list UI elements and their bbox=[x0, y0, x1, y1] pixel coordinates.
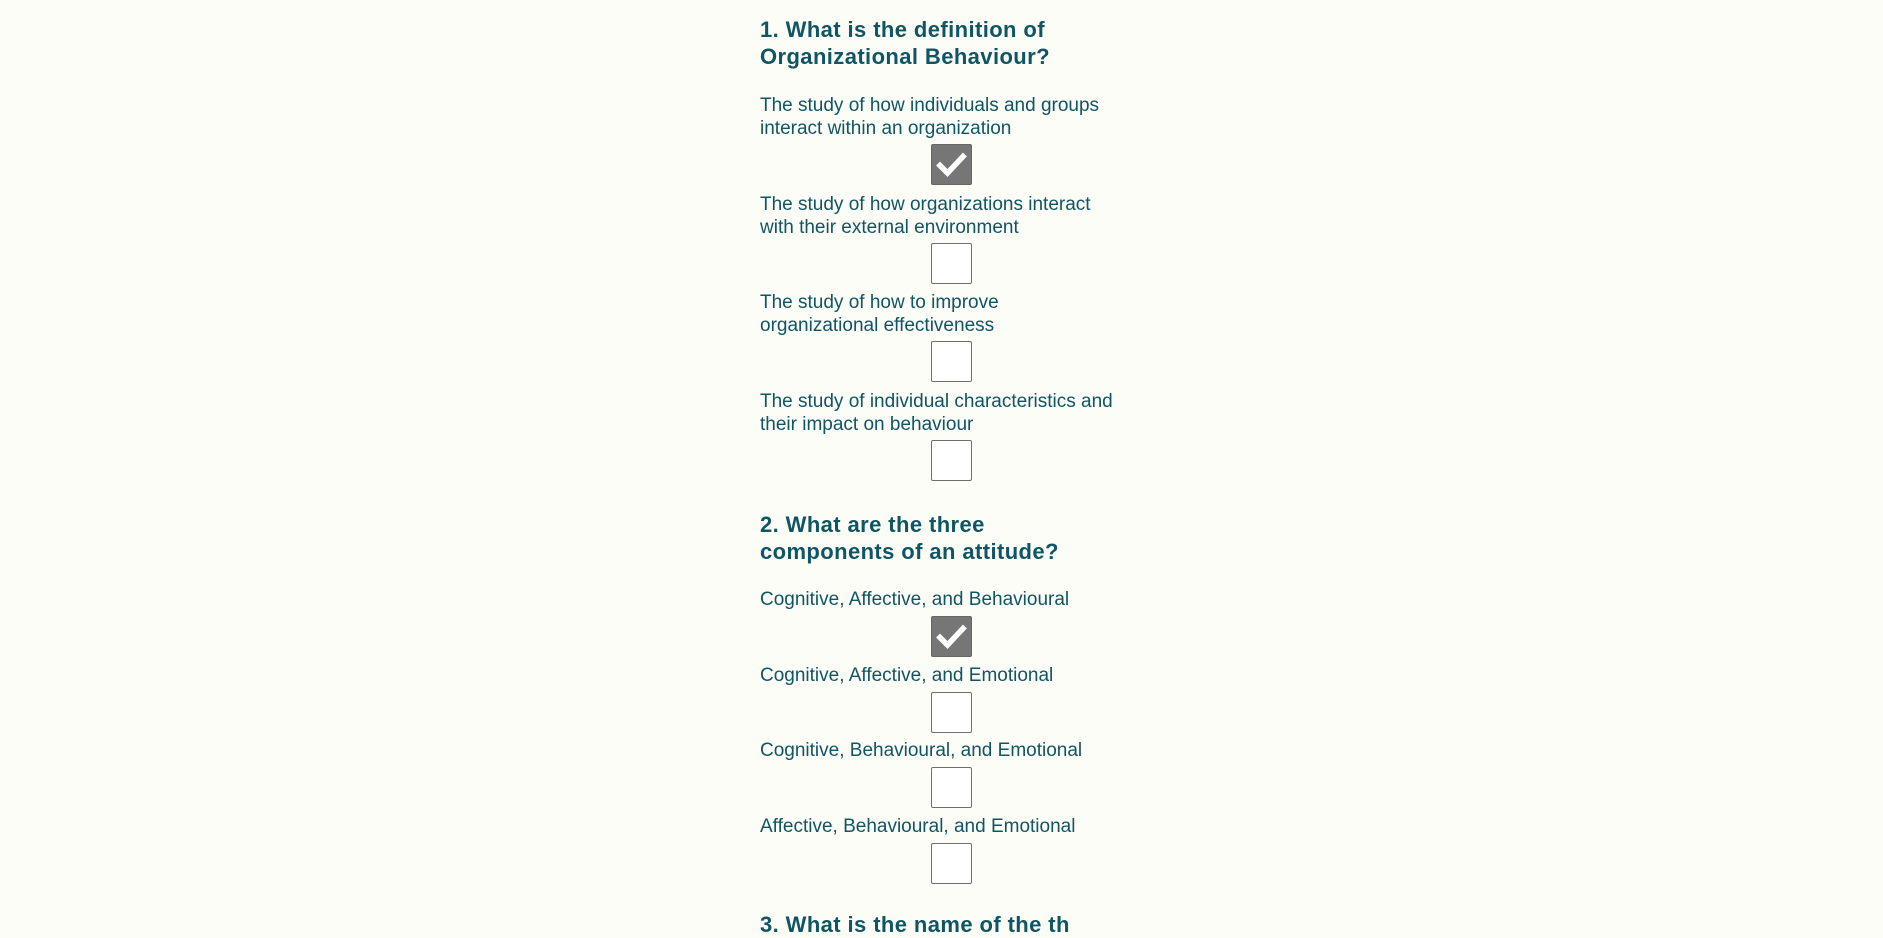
question-1-title-line2: Organizational Behaviour? bbox=[760, 44, 1050, 69]
option-label-line2: organizational effectiveness bbox=[760, 315, 995, 336]
checkmark-icon bbox=[937, 150, 966, 179]
question-1-option-1-checkbox[interactable] bbox=[931, 144, 972, 185]
question-1-option-4-checkbox[interactable] bbox=[931, 440, 972, 481]
option-label-line1: The study of individual characteristics and bbox=[760, 391, 1113, 412]
question-2-option-2-checkbox[interactable] bbox=[931, 692, 972, 733]
question-1-title-line1: 1. What is the definition of bbox=[760, 17, 1045, 42]
question-2-title-line2: components of an attitude? bbox=[760, 539, 1059, 564]
question-1-title bbox=[760, 16, 1140, 70]
option-label: Affective, Behavioural, and Emotional bbox=[760, 816, 1076, 837]
question-2-option-2 bbox=[760, 664, 1140, 687]
question-1-option-2-checkbox[interactable] bbox=[931, 243, 972, 284]
option-label-line1: The study of how to improve bbox=[760, 292, 999, 313]
option-label-line2: their impact on behaviour bbox=[760, 414, 974, 435]
question-2-option-1-checkbox[interactable] bbox=[931, 616, 972, 657]
option-label: Cognitive, Behavioural, and Emotional bbox=[760, 740, 1083, 761]
question-1-option-3-checkbox[interactable] bbox=[931, 341, 972, 382]
option-label-line1: The study of how individuals and groups bbox=[760, 95, 1100, 116]
question-3 bbox=[760, 911, 1140, 938]
checkmark-icon bbox=[937, 622, 966, 651]
question-2-option-4-checkbox[interactable] bbox=[931, 843, 972, 884]
question-1 bbox=[760, 16, 1140, 70]
option-label-line1: The study of how organizations interact bbox=[760, 194, 1091, 215]
option-label: Cognitive, Affective, and Behavioural bbox=[760, 589, 1070, 610]
question-2-title-line1: 2. What are the three bbox=[760, 512, 985, 537]
question-3-title: 3. What is the name of the th bbox=[760, 912, 1070, 937]
question-2-option-3 bbox=[760, 739, 1140, 762]
question-1-option-1 bbox=[760, 94, 1140, 140]
question-2-option-3-checkbox[interactable] bbox=[931, 767, 972, 808]
question-1-option-4 bbox=[760, 390, 1150, 436]
option-label-line2: interact within an organization bbox=[760, 118, 1012, 139]
question-2-option-1 bbox=[760, 588, 1140, 611]
option-label: Cognitive, Affective, and Emotional bbox=[760, 665, 1054, 686]
option-label bbox=[760, 291, 1140, 337]
question-2-title bbox=[760, 511, 1140, 565]
question-2-option-4 bbox=[760, 815, 1140, 838]
option-label bbox=[760, 390, 1150, 436]
question-1-option-2 bbox=[760, 193, 1140, 239]
question-1-option-3 bbox=[760, 291, 1140, 337]
option-label bbox=[760, 193, 1140, 239]
question-2 bbox=[760, 511, 1140, 565]
option-label-line2: with their external environment bbox=[760, 217, 1019, 238]
option-label bbox=[760, 94, 1140, 140]
